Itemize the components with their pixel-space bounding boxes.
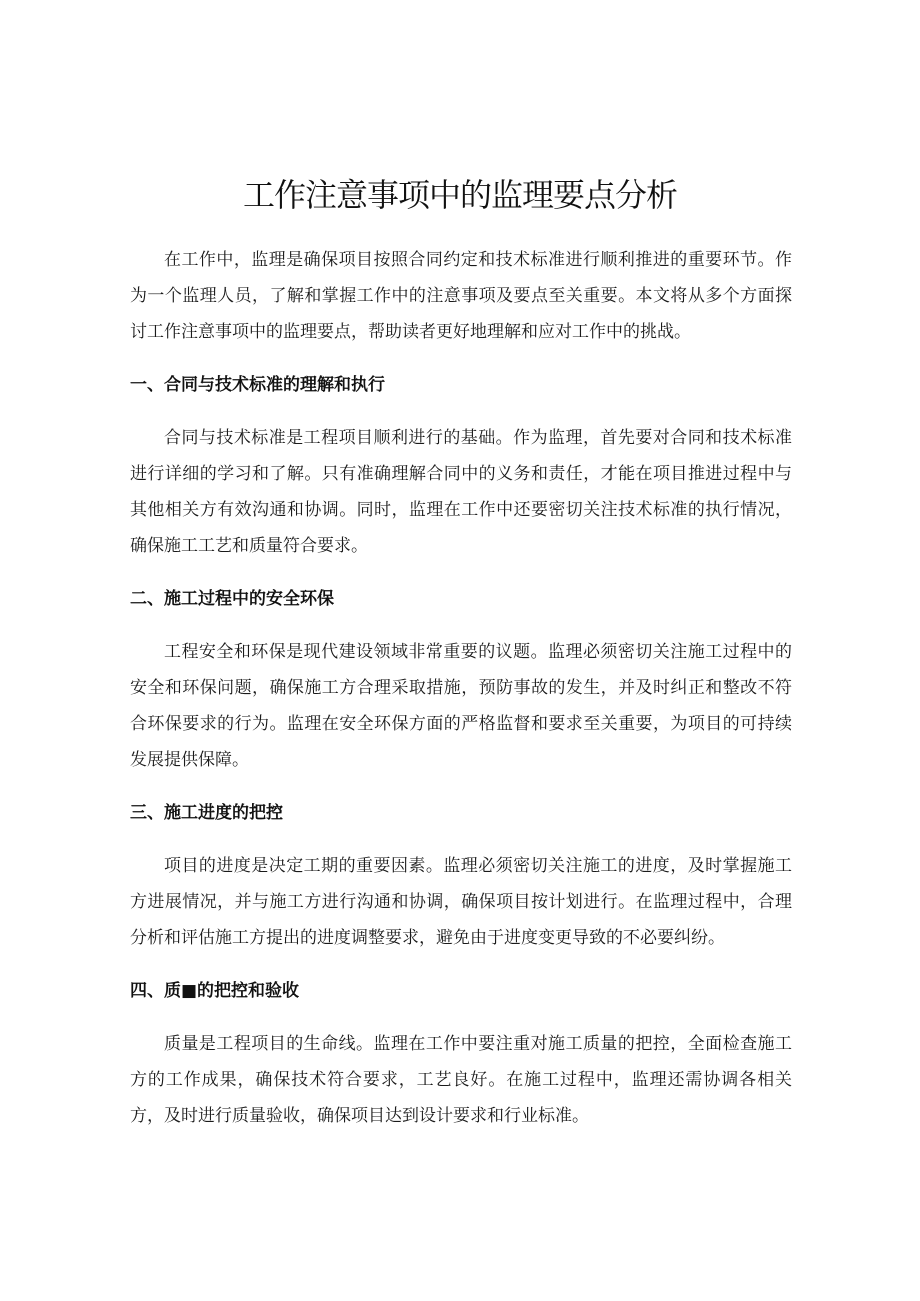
section-safety-environment [130,564,792,778]
section-paragraph: 工程安全和环保是现代建设领域非常重要的议题。监理必须密切关注施工过程中的安全和环保问题，确保施工方合理采取措施，预防事故的发生，并及时纠正和整改不符合环保要求的行为。监理在安全环保方面的严格监督和要求至关重要，为项目的可持续发展提供保障。 [130,642,792,770]
section-heading: 四、质■的把控和验收 [130,981,300,1001]
section-paragraph: 合同与技术标准是工程项目顺利进行的基础。作为监理，首先要对合同和技术标准进行详细的学习和了解。只有准确理解合同中的义务和责任，才能在项目推进过程中与其他相关方有效沟通和协调。同时，监理在工作中还要密切关注技术标准的执行情况，确保施工工艺和质量符合要求。 [130,428,792,556]
section-paragraph: 项目的进度是决定工期的重要因素。监理必须密切关注施工的进度，及时掌握施工方进展情况，并与施工方进行沟通和协调，确保项目按计划进行。在监理过程中，合理分析和评估施工方提出的进度调整要求，避免由于进度变更导致的不必要纠纷。 [130,856,792,948]
section-heading: 一、合同与技术标准的理解和执行 [130,375,385,395]
section-schedule-control [130,778,792,956]
section-quality-acceptance [130,956,792,1134]
intro-paragraph: 在工作中，监理是确保项目按照合同约定和技术标准进行顺利推进的重要环节。作为一个监理人员，了解和掌握工作中的注意事项及要点至关重要。本文将从多个方面探讨工作注意事项中的监理要点，帮助读者更好地理解和应对工作中的挑战。 [130,250,792,342]
section-paragraph: 质量是工程项目的生命线。监理在工作中要注重对施工质量的把控，全面检查施工方的工作成果，确保技术符合要求，工艺良好。在施工过程中，监理还需协调各相关方，及时进行质量验收，确保项目达到设计要求和行业标准。 [130,1034,792,1126]
section-heading: 三、施工进度的把控 [130,803,283,823]
document-title: 工作注意事项中的监理要点分析 [242,176,677,214]
section-heading: 二、施工过程中的安全环保 [130,589,334,609]
section-contract-standards [130,350,792,564]
document-body [130,242,792,1134]
